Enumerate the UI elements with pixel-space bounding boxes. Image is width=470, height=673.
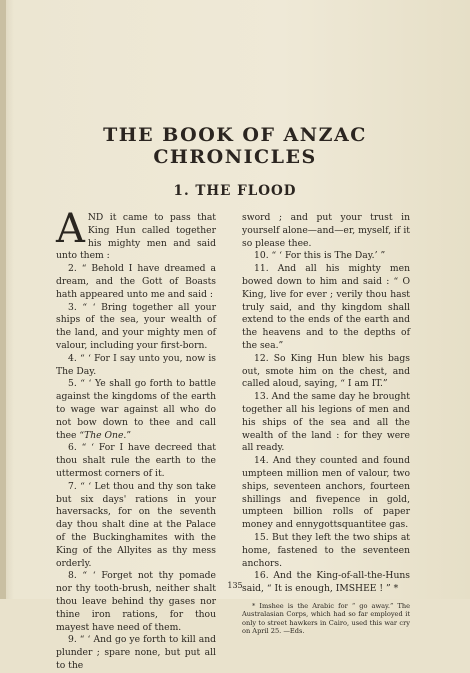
paragraph-5 <box>56 378 216 442</box>
page-number: 135 <box>227 581 243 590</box>
right-column <box>242 212 410 636</box>
paragraph-8: 8. “ ‘ Forget not thy pomade nor thy tooth-brush, neither shalt thou leave behind thy gases nor thine iron rations, for thou mayest have need of them. <box>56 570 216 633</box>
book-title-line2: CHRONICLES <box>153 146 317 168</box>
paragraph-9-continued: sword ; and put your trust in yourself alone—and—er, myself, if it so please thee. <box>242 212 410 249</box>
paragraph-5-italic: The One. <box>84 429 127 441</box>
paragraph-16: 16. And the King-of-all-the-Huns said, “ It is enough, IMSHEE ! ” * <box>242 570 410 595</box>
drop-cap: A <box>56 206 85 252</box>
paragraph-13: 13. And the same day he brought together all his legions of men and his ships of the sea and all the wealth of the land : for they were all ready. <box>242 391 410 454</box>
page-edge-shadow <box>0 0 6 599</box>
book-title-line1: THE BOOK OF ANZAC <box>103 124 367 146</box>
left-column <box>56 206 216 673</box>
paragraph-7: 7. “ ‘ Let thou and thy son take but six days' rations in your haversacks, for on the seventh day thou shalt dine at the Palace of the Buckinghamites with the King of the Allyites as thy mess orderly. <box>56 480 216 569</box>
footnote: * Imshee is the Arabic for “ go away.” The Australasian Corps, which had so far employed it only to street hawkers in Cairo, used this war cry on April 25. —Eds. <box>242 601 410 636</box>
paragraph-11: 11. And all his mighty men bowed down to him and said : “ O King, live for ever ; verily thou hast truly said, and thy kingdom shall extend to the ends of the earth and the heavens and to the depths of the sea.” <box>242 263 410 351</box>
paragraph-15: 15. But they left the two ships at home, fastened to the seventeen anchors. <box>242 531 410 569</box>
paragraph-14: 14. And they counted and found umpteen million men of valour, two ships, seventeen anchors, fourteen shillings and fivepence in gold, umpteen billion rolls of paper money and ennygottsquantitee gas. <box>242 455 410 531</box>
paragraph-5-text: 5. “ ‘ Ye shall go forth to battle against the kingdoms of the earth to wage war against all who do not bow down to thee and call thee “ <box>56 378 216 441</box>
book-title <box>0 124 470 168</box>
paragraph-4: 4. “ ‘ For I say unto you, now is The Day. <box>56 352 216 377</box>
paragraph-3: 3. “ ‘ Bring together all your ships of the sea, your wealth of the land, and your mighty men of valour, including your first-born. <box>56 301 216 351</box>
paragraph-6: 6. “ ‘ For I have decreed that thou shalt rule the earth to the uttermost corners of it. <box>56 442 216 479</box>
paragraph-2: 2. “ Behold I have dreamed a dream, and the Gott of Boasts hath appeared unto me and said : <box>56 263 216 300</box>
paragraph-1 <box>56 206 216 263</box>
paragraph-1-text: ND it came to pass that King Hun called together his mighty men and said unto them : <box>56 212 216 262</box>
paragraph-9: 9. “ ‘ And go ye forth to kill and plunder ; spare none, but put all to the <box>56 634 216 671</box>
paragraph-5-close: ” <box>126 429 132 441</box>
paragraph-12: 12. So King Hun blew his bags out, smote him on the chest, and called aloud, saying, “ I am IT.” <box>242 352 410 390</box>
chapter-heading: 1. THE FLOOD <box>173 183 297 199</box>
paragraph-10: 10. “ ‘ For this is The Day.’ ” <box>254 250 386 262</box>
